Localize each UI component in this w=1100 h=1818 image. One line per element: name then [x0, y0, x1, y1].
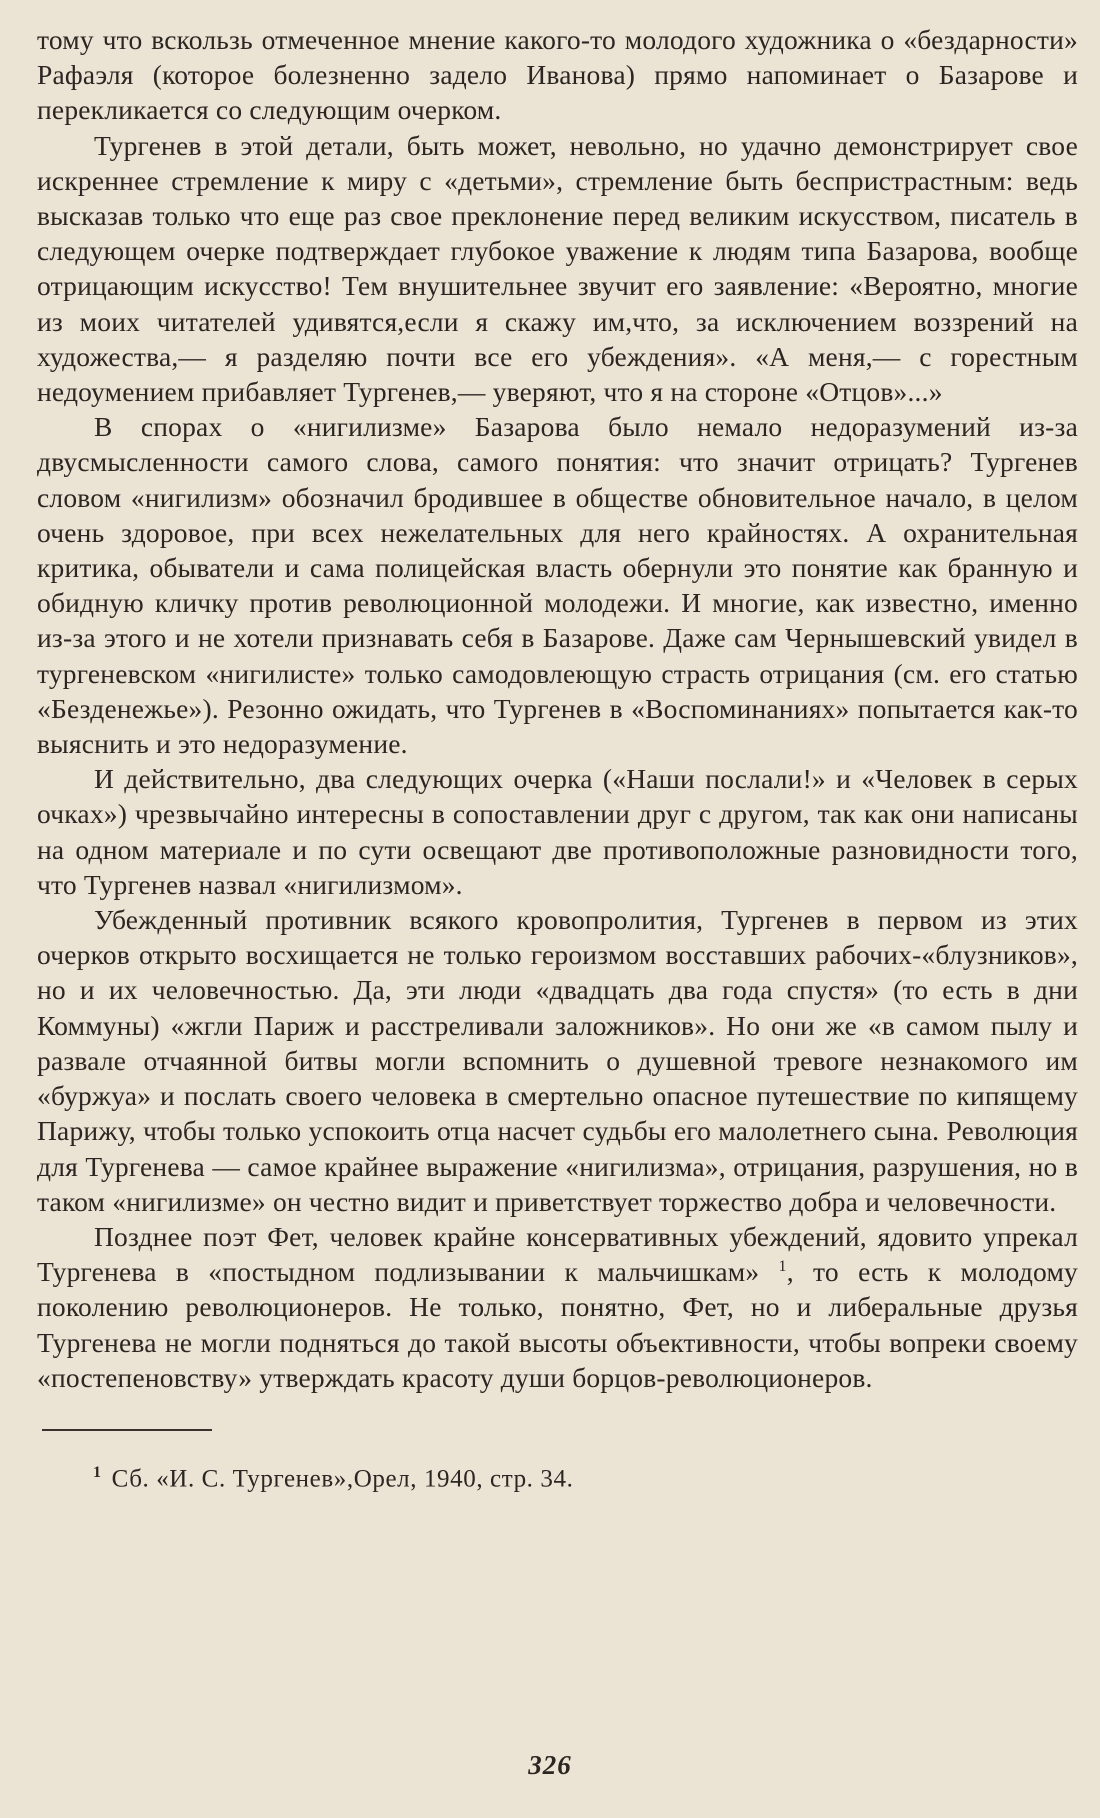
footnote — [93, 1457, 1078, 1495]
footnote-marker: 1 — [93, 1463, 102, 1481]
paragraph-1: тому что вскользь отмеченное мнение какого-то молодого художника о «бездарности» Рафаэля (которое болезненно задело Иванова) прямо напоминает о Базарове и перекликается со следующим очерком. — [37, 24, 1078, 126]
paragraph-2: Тургенев в этой детали, быть может, невольно, но удачно демонстрирует свое искреннее стремление к миру с «детьми», стремление быть беспристрастным: ведь высказав только что еще раз свое преклонение перед великим искусством, писатель в следующем очерке подтверждает глубокое уважение к людям типа Базарова, вообще отрицающим искусство! Тем внушительнее звучит его заявление: «Вероятно, многие из моих читателей удивятся,если я скажу им,что, за исключением воззрений на художества,— я разделяю почти все его убеждения». «А меня,— с горестным недоумением прибавляет Тургенев,— уверяют, что я на стороне «Отцов»...» — [37, 129, 1078, 408]
paragraph-6-text-b: , то есть к молодому поколению революционеров. Не только, понятно, Фет, но и либеральные друзья Тургенева не могли подняться до такой высоты объективности, чтобы вопреки своему «постепеновству» утверждать красоту души борцов-революционеров. — [37, 1256, 1079, 1393]
page-number: 326 — [528, 1750, 572, 1780]
paragraph-6-text-a: Позднее поэт Фет, человек крайне консервативных убеждений, ядовито упрекал Тургенева в «постыдном подлизывании к мальчишкам» — [37, 1220, 1078, 1288]
footnote-divider — [42, 1429, 212, 1431]
footnote-reference: 1 — [778, 1257, 787, 1275]
paragraph-6 — [37, 1219, 1078, 1395]
paragraph-4: И действительно, два следующих очерка («Наши послали!» и «Человек в серых очках») чрезвычайно интересны в сопоставлении друг с другом, так как они написаны на одном материале и по сути освещают две противоположные разновидности того, что Тургенев назвал «нигилизмом». — [37, 763, 1078, 900]
paragraph-5: Убежденный противник всякого кровопролития, Тургенев в первом из этих очерков открыто восхищается не только героизмом восставших рабочих-«блузников», но и их человечностью. Да, эти люди «двадцать два года спустя» (то есть в дни Коммуны) «жгли Париж и расстреливали заложников». Но они же «в самом пылу и развале отчаянной битвы могли вспомнить о душевной тревоге незнакомого им «буржуа» и послать своего человека в смертельно опасное путешествие по кипящему Парижу, чтобы только успокоить отца насчет судьбы его малолетнего сына. Революция для Тургенева — самое крайнее выражение «нигилизма», отрицания, разрушения, но в таком «нигилизме» он честно видит и приветствует торжество добра и человечности. — [37, 904, 1078, 1217]
footnote-text: Сб. «И. С. Тургенев»,Орел, 1940, стр. 34. — [111, 1465, 574, 1493]
paragraph-3: В спорах о «нигилизме» Базарова было немало недоразумений из-за двусмысленности самого слова, самого понятия: что значит отрицать? Тургенев словом «нигилизм» обозначил бродившее в обществе обновительное начало, в целом очень здоровое, при всех нежелательных для него крайностях. А охранительная критика, обыватели и сама полицейская власть обернули это понятие как бранную и обидную кличку против революционной молодежи. И многие, как известно, именно из-за этого и не хотели признавать себя в Базарове. Даже сам Чернышевский увидел в тургеневском «нигилисте» только самодовлеющую страсть отрицания (см. его статью «Безденежье»). Резонно ожидать, что Тургенев в «Воспоминаниях» попытается как-то выяснить и это недоразумение. — [37, 411, 1078, 760]
